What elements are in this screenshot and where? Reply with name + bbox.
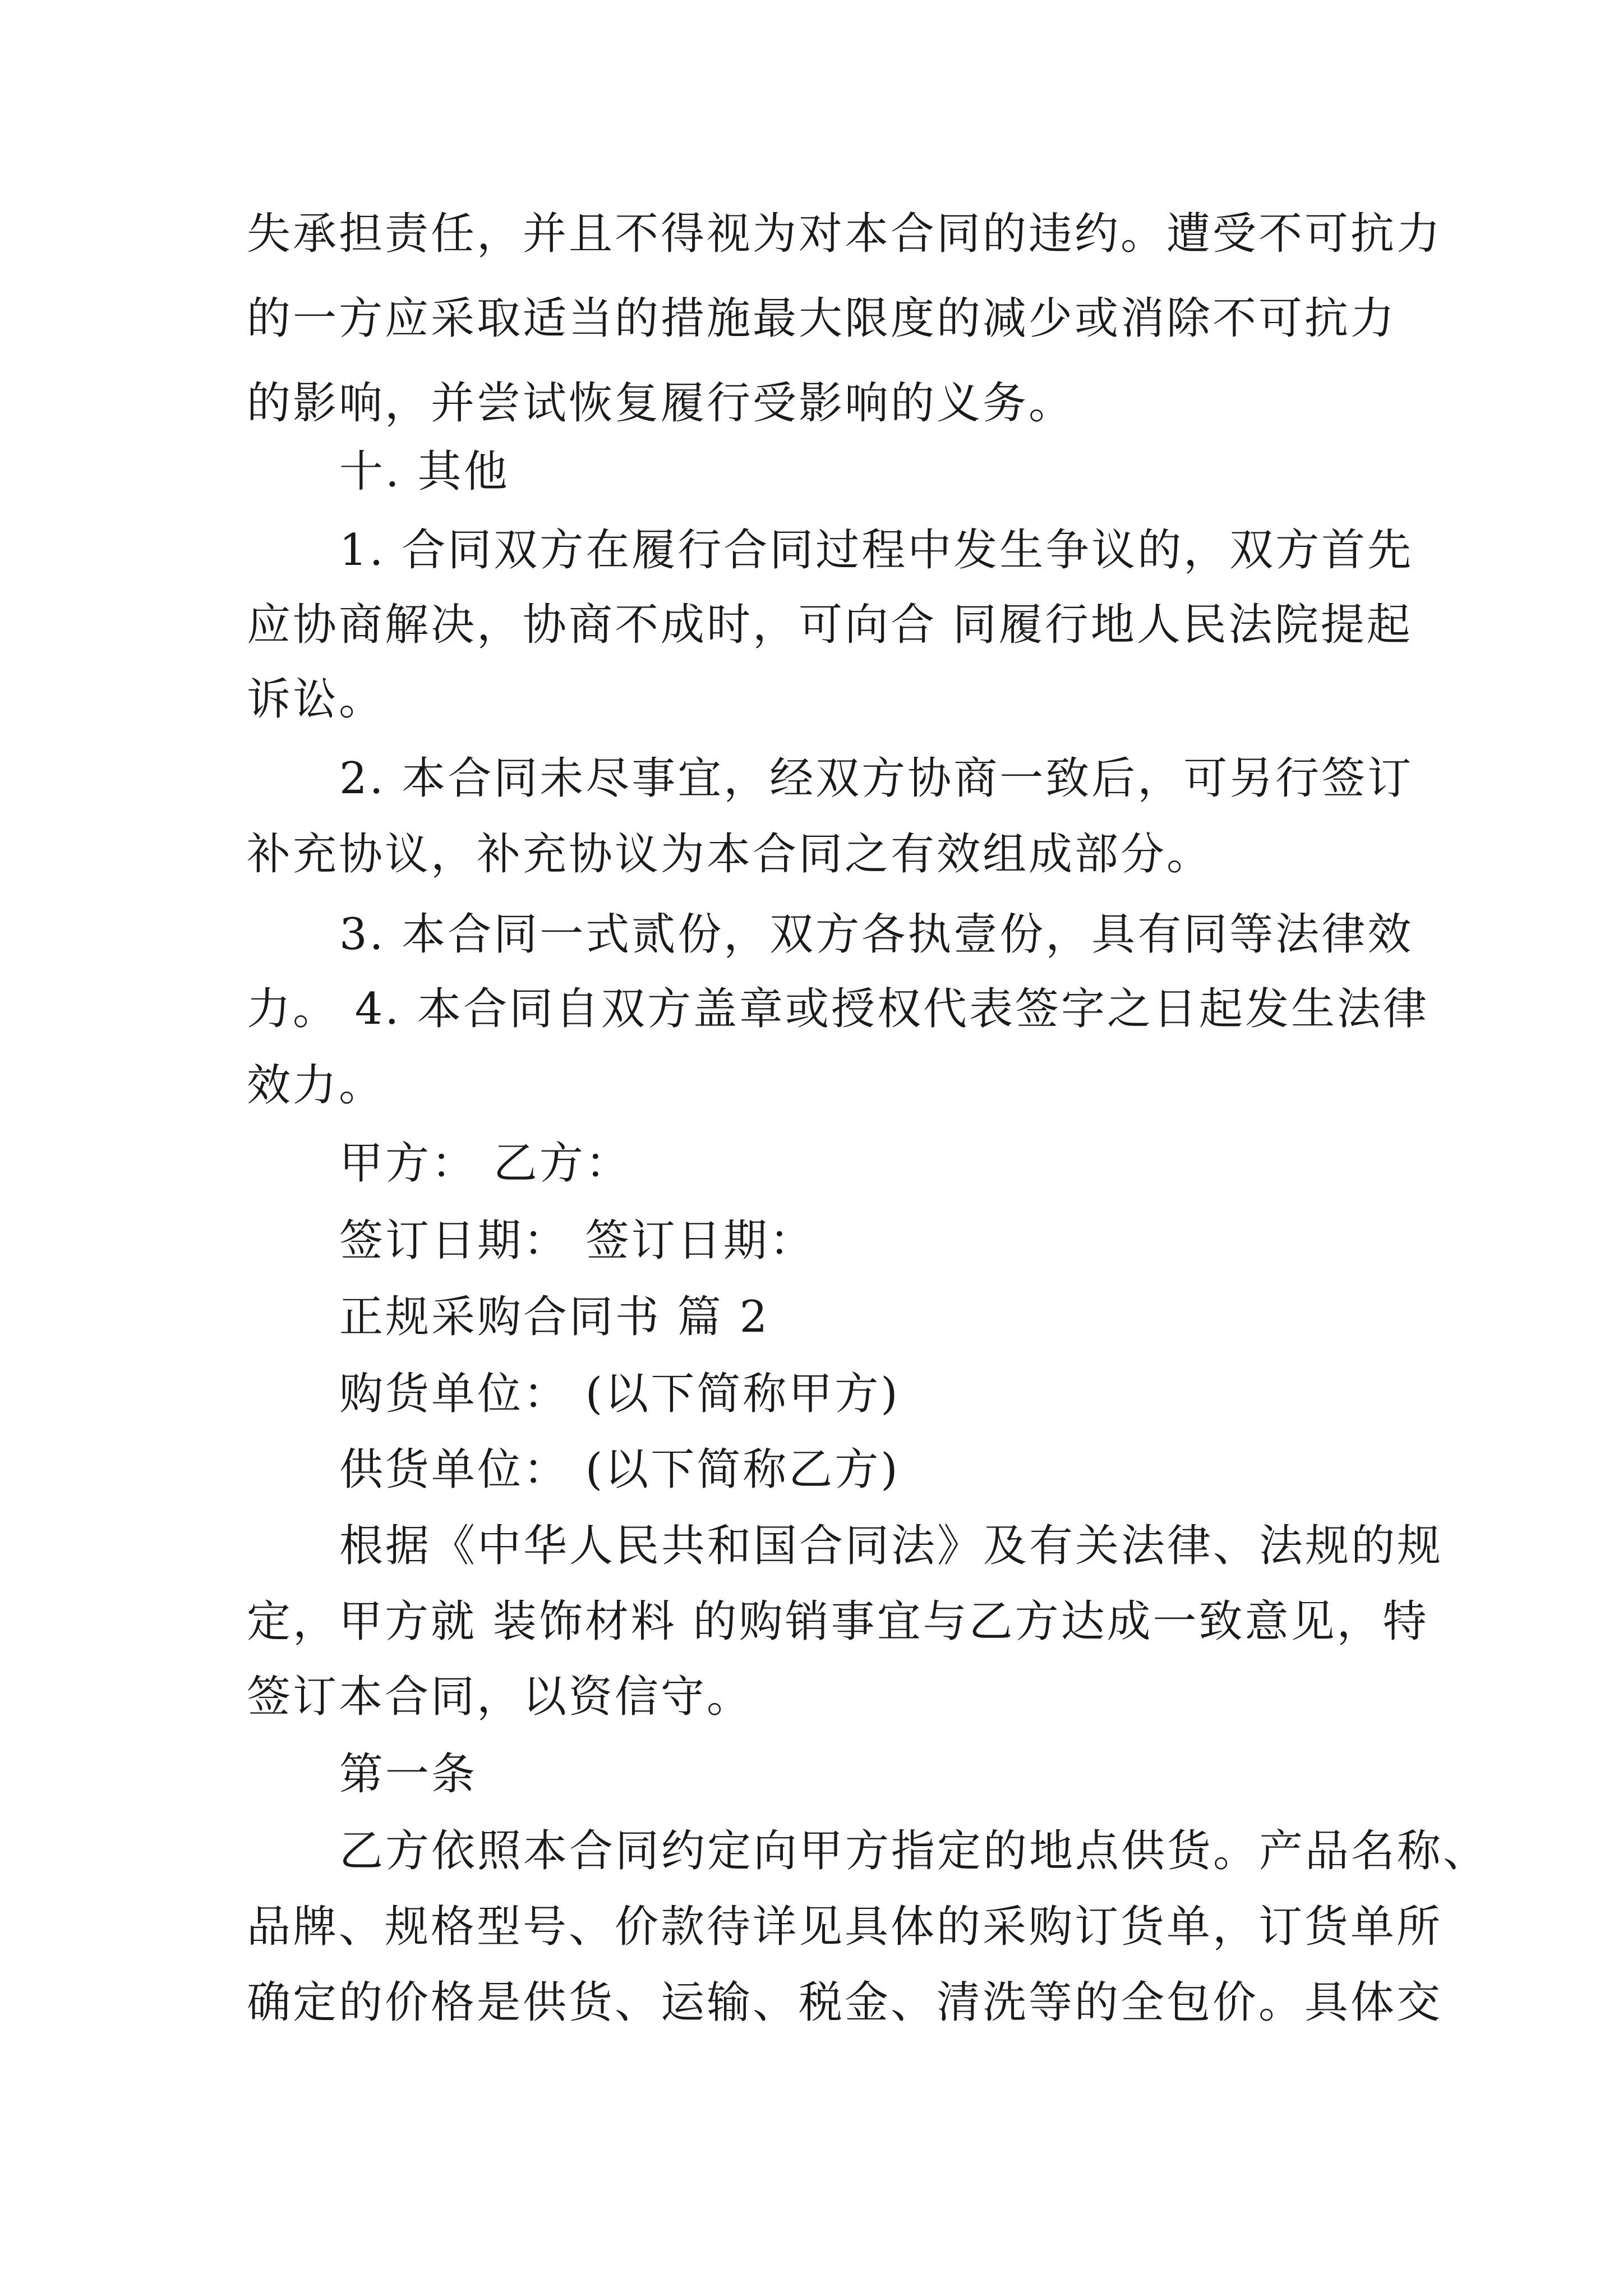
text-line: 定，甲方就 装饰材料 的购销事宜与乙方达成一致意见，特 [247, 1596, 1429, 1647]
article-heading: 第一条 [339, 1749, 478, 1800]
text-line: 签订本合同，以资信守。 [247, 1672, 753, 1722]
text-line: 2. 本合同未尽事宜，经双方协商一致后，可另行签订 [339, 753, 1414, 804]
text-line: 的一方应采取适当的措施最大限度的减少或消除不可抗力 [247, 293, 1397, 344]
text-line: 3. 本合同一式贰份，双方各执壹份，具有同等法律效 [339, 909, 1414, 960]
text-line: 的影响，并尝试恢复履行受影响的义务。 [247, 378, 1075, 429]
text-line: 补充协议，补充协议为本合同之有效组成部分。 [247, 829, 1213, 880]
text-line: 品牌、规格型号、价款待详见具体的采购订货单，订货单所 [247, 1902, 1443, 1952]
text-line: 应协商解决，协商不成时，可向合 同履行地人民法院提起 [247, 600, 1413, 650]
signature-parties: 甲方： 乙方： [339, 1138, 631, 1189]
buyer-line: 购货单位： (以下简称甲方) [339, 1369, 900, 1419]
text-line: 确定的价格是供货、运输、税金、清洗等的全包价。具体交 [247, 1977, 1443, 2028]
text-line: 乙方依照本合同约定向甲方指定的地点供货。产品名称、 [339, 1826, 1490, 1876]
text-line: 1. 合同双方在履行合同过程中发生争议的，双方首先 [339, 525, 1414, 576]
text-line: 诉讼。 [247, 674, 385, 725]
text-line: 效力。 [247, 1060, 385, 1111]
supplier-line: 供货单位： (以下简称乙方) [339, 1444, 900, 1495]
section-heading: 十. 其他 [339, 447, 510, 497]
text-line: 根据《中华人民共和国合同法》及有关法律、法规的规 [339, 1521, 1444, 1571]
text-line: 力。 4. 本合同自双方盖章或授权代表签字之日起发生法律 [247, 984, 1430, 1034]
signature-dates: 签订日期： 签订日期： [339, 1216, 815, 1266]
text-line: 失承担责任，并且不得视为对本合同的违约。遭受不可抗力 [247, 209, 1443, 259]
document-title: 正规采购合同书 篇 2 [339, 1292, 770, 1342]
